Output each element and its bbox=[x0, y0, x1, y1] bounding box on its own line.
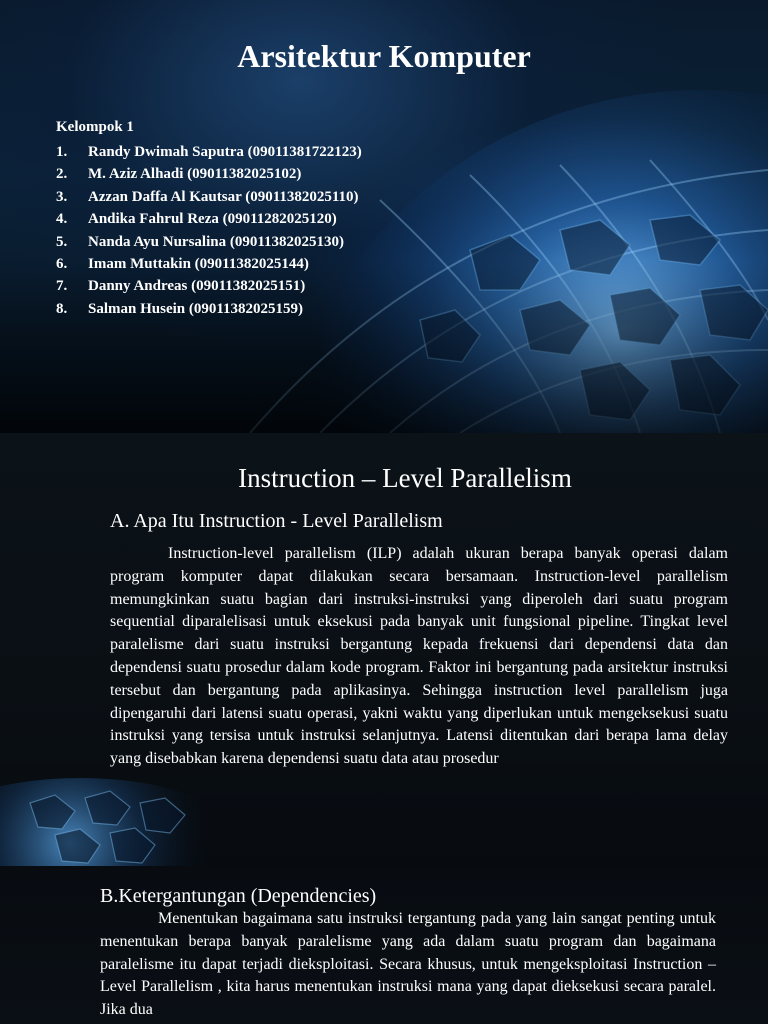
member-name: Salman Husein (09011382025159) bbox=[88, 300, 304, 317]
slide-title: Instruction – Level Parallelism bbox=[238, 463, 572, 493]
member-name: Azzan Daffa Al Kautsar (09011382025110) bbox=[88, 188, 359, 205]
ilp-definition-paragraph bbox=[110, 543, 728, 771]
list-number: 1. bbox=[56, 144, 68, 160]
list-number: 2. bbox=[56, 166, 68, 183]
list-item bbox=[56, 298, 362, 320]
list-item bbox=[56, 253, 362, 275]
list-number: 3. bbox=[56, 188, 68, 205]
list-number: 8. bbox=[56, 300, 68, 317]
list-number: 5. bbox=[56, 233, 68, 250]
list-number: 7. bbox=[56, 278, 68, 295]
member-name: M. Aziz Alhadi (09011382025102) bbox=[88, 166, 302, 183]
dependencies-paragraph bbox=[100, 908, 716, 1022]
list-item bbox=[56, 186, 362, 208]
paragraph-text: Instruction-level parallelism (ILP) adalah ukuran berapa banyak operasi dalam program komputer dapat dilakukan secara bersamaan. Instruction-level parallelism memungkinkan suatu bagian dari instruksi-instruksi yang diperoleh dari suatu program sequential diparalelisasi untuk eksekusi pada banyak unit fungsional pipeline. Tingkat level paralelisme dari suatu instruksi bergantung kepada frekuensi dari dependensi data dan dependensi suatu prosedur dalam kode program. Faktor ini bergantung pada arsitektur instruksi tersebut dan bergantung pada aplikasinya. Sehingga instruction level parallelism juga dipengaruhi dari latensi suatu operasi, yakni waktu yang diperlukan untuk mengeksekusi suatu instruksi yang tersisa untuk instruksi selanjutnya. Latensi ditentukan dari berapa lama delay yang disebabkan karena dependensi suatu data atau prosedur bbox=[110, 545, 728, 768]
section-heading-b: B.Ketergantungan (Dependencies) bbox=[100, 885, 377, 907]
member-name: Andika Fahrul Reza (09011282025120) bbox=[88, 211, 337, 228]
member-list bbox=[56, 141, 362, 320]
list-item bbox=[56, 208, 362, 230]
ilp-slide bbox=[0, 433, 768, 866]
corner-mesh-graphic bbox=[0, 763, 240, 866]
dependencies-slide bbox=[0, 866, 768, 1024]
list-item bbox=[56, 163, 362, 185]
member-name: Imam Muttakin (09011382025144) bbox=[88, 255, 309, 272]
title-slide bbox=[0, 0, 768, 433]
member-name: Danny Andreas (09011382025151) bbox=[88, 278, 306, 295]
list-number: 6. bbox=[56, 255, 68, 272]
section-heading-a: A. Apa Itu Instruction - Level Parallelism bbox=[110, 510, 443, 532]
member-name: Nanda Ayu Nursalina (09011382025130) bbox=[88, 233, 345, 250]
list-item bbox=[56, 275, 362, 297]
group-label: Kelompok 1 bbox=[56, 119, 134, 135]
list-number: 4. bbox=[56, 211, 68, 228]
member-name: Randy Dwimah Saputra (09011381722123) bbox=[88, 144, 362, 160]
slide-title: Arsitektur Komputer bbox=[237, 38, 531, 74]
list-item bbox=[56, 231, 362, 253]
paragraph-text: Menentukan bagaimana satu instruksi tergantung pada yang lain sangat penting untuk menentukan berapa banyak paralelisme yang ada dalam suatu program dan bagaimana paralelisme itu dapat terjadi dieksploitasi. Secara khusus, untuk mengeksploitasi Instruction – Level Parallelism , kita harus menentukan instruksi mana yang dapat dieksekusi secara paralel. Jika dua bbox=[100, 910, 716, 1019]
list-item bbox=[56, 141, 362, 163]
